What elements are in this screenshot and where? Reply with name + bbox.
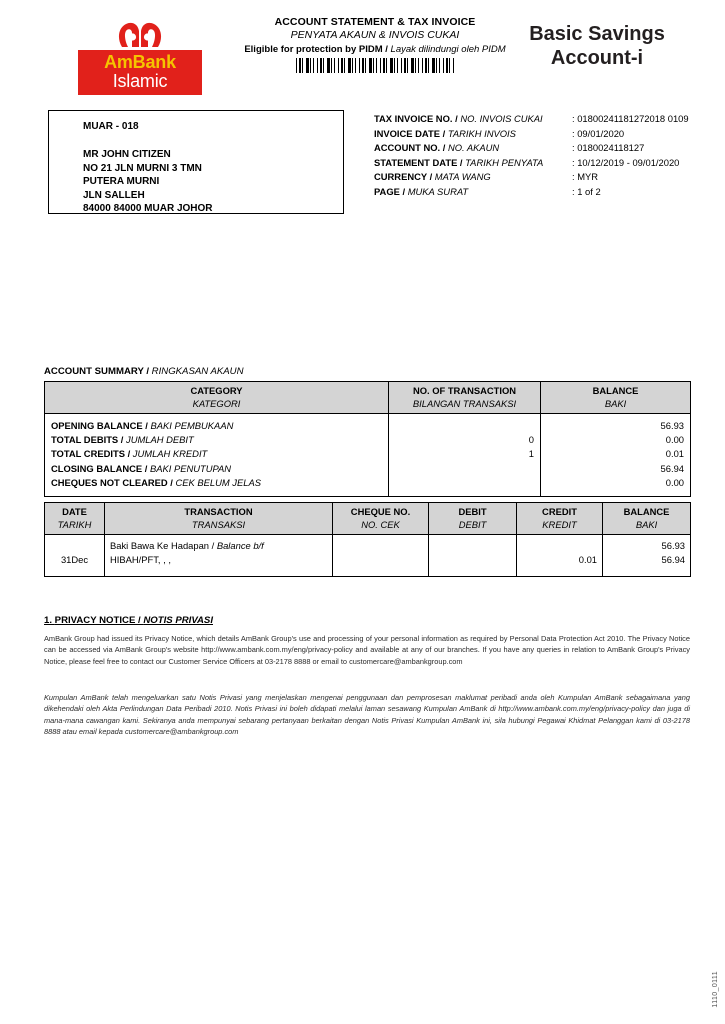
- txn-balance-value: 56.93: [661, 540, 685, 551]
- meta-row: [374, 156, 704, 171]
- summary-balance-cell: [541, 414, 691, 497]
- pidm-notice-my: Layak dilindungi oleh PIDM: [390, 44, 506, 55]
- summary-row-label-my: JUMLAH DEBIT: [126, 434, 194, 446]
- summary-count-value: [395, 419, 534, 433]
- txn-description-cell: [105, 535, 333, 577]
- meta-row: [374, 127, 704, 142]
- txn-balance-value: 56.94: [661, 553, 685, 565]
- meta-value-page: : 1 of 2: [572, 185, 601, 197]
- account-summary-heading-en: ACCOUNT SUMMARY: [44, 366, 144, 377]
- branch-code: MUAR - 018: [83, 121, 139, 132]
- txn-cheque-value: [338, 553, 423, 567]
- statement-barcode: [296, 58, 454, 73]
- summary-count-value: [395, 462, 534, 476]
- summary-col-category: [45, 382, 389, 414]
- meta-label-my: MUKA SURAT: [407, 185, 469, 197]
- summary-col-category-en: CATEGORY: [190, 385, 243, 396]
- ambank-logo-mark-icon: [116, 22, 164, 48]
- txn-date-cell: [45, 535, 105, 577]
- customer-address-box: [48, 110, 344, 214]
- summary-col-count: [389, 382, 541, 414]
- summary-row-label-en: CLOSING BALANCE: [51, 462, 143, 474]
- txn-description-plain: Baki Bawa Ke Hadapan /: [110, 540, 217, 551]
- summary-category-cell: [45, 414, 389, 497]
- meta-row: [374, 112, 704, 127]
- summary-row-label: TOTAL DEBITS / JUMLAH DEBIT: [51, 434, 194, 446]
- txn-col-balance-en: BALANCE: [623, 506, 670, 517]
- txn-col-transaction: [105, 503, 333, 535]
- pidm-notice: [215, 43, 535, 56]
- summary-col-balance-my: BAKI: [604, 397, 627, 409]
- transactions-table: [44, 502, 691, 577]
- meta-label-my: MATA WANG: [434, 171, 491, 183]
- txn-col-balance-my: BAKI: [635, 518, 658, 530]
- txn-description: [110, 539, 327, 553]
- summary-balance-value: 56.93: [660, 420, 684, 431]
- document-form-code: 1110_0111: [712, 971, 719, 1008]
- summary-balance-value: 0.00: [665, 476, 684, 488]
- meta-label-en: INVOICE DATE: [374, 127, 440, 139]
- address-line: MR JOHN CITIZEN: [83, 149, 171, 160]
- txn-debit-cell: [429, 535, 517, 577]
- summary-row-label-en: OPENING BALANCE: [51, 420, 143, 431]
- transactions-header-row: [45, 503, 691, 535]
- txn-col-credit-en: CREDIT: [542, 506, 577, 517]
- product-title-line2: Account-i: [550, 47, 644, 69]
- table-row: [45, 535, 691, 577]
- txn-description-plain: HIBAH/PFT, , ,: [110, 553, 171, 565]
- txn-col-balance: [603, 503, 691, 535]
- address-line: PUTERA MURNI: [83, 176, 160, 187]
- meta-label-en: ACCOUNT NO.: [374, 142, 441, 154]
- privacy-notice-heading-en: PRIVACY NOTICE /: [54, 615, 144, 626]
- txn-debit-value: [434, 539, 511, 553]
- meta-label: STATEMENT DATE / TARIKH PENYATA: [374, 156, 544, 168]
- meta-row: [374, 141, 704, 156]
- account-summary-table: [44, 381, 691, 497]
- privacy-notice-heading: [44, 615, 213, 626]
- summary-balance-value: 0.00: [665, 434, 684, 446]
- summary-col-balance-en: BALANCE: [592, 385, 639, 396]
- summary-row-label: OPENING BALANCE / BAKI PEMBUKAAN: [51, 420, 234, 431]
- summary-row-label-my: BAKI PEMBUKAAN: [150, 420, 234, 431]
- summary-row-label-en: TOTAL DEBITS: [51, 434, 119, 446]
- privacy-notice-body-en: AmBank Group had issued its Privacy Notice, which details AmBank Group's use and processing of your personal information as required by Personal Data Protection Act 2010. The Privacy Notice can be accessed via AmBank Group's website http://www.ambank.com.my/eng/privacy-policy and available at any of our branches. If you have any queries in relation to AmBank Group's Privacy Notice, please feel free to contact our Customer Service Officers at 03-2178 8888 or email to customercare@ambankgroup.com: [44, 634, 690, 666]
- address-line: NO 21 JLN MURNI 3 TMN: [83, 162, 202, 174]
- address-line: JLN SALLEH: [83, 189, 145, 201]
- txn-debit-value: [434, 553, 511, 567]
- document-title-my: PENYATA AKAUN & INVOIS CUKAI: [290, 29, 460, 41]
- privacy-notice-heading-my: NOTIS PRIVASI: [143, 615, 213, 626]
- summary-row-label: CLOSING BALANCE / BAKI PENUTUPAN: [51, 462, 232, 474]
- product-title: [497, 22, 697, 70]
- meta-label: ACCOUNT NO. / NO. AKAUN: [374, 142, 500, 154]
- account-summary-heading: ACCOUNT SUMMARY / RINGKASAN AKAUN: [44, 366, 244, 377]
- txn-cheque-cell: [333, 535, 429, 577]
- txn-col-transaction-en: TRANSACTION: [184, 506, 253, 517]
- logo-wordmark: [78, 50, 202, 95]
- pidm-notice-en: Eligible for protection by PIDM /: [244, 44, 391, 55]
- meta-label: TAX INVOICE NO. / NO. INVOIS CUKAI: [374, 113, 543, 124]
- invoice-meta-block: [374, 112, 704, 200]
- summary-body-row: [45, 414, 691, 497]
- meta-label-my: TARIKH INVOIS: [447, 127, 516, 139]
- txn-description-italic: Balance b/f: [216, 540, 264, 551]
- txn-col-debit-en: DEBIT: [458, 506, 487, 517]
- summary-row-label: CHEQUES NOT CLEARED / CEK BELUM JELAS: [51, 476, 261, 488]
- txn-col-cheque-en: CHEQUE NO.: [350, 506, 411, 517]
- txn-col-credit-my: KREDIT: [542, 518, 577, 530]
- summary-col-category-my: KATEGORI: [192, 397, 241, 409]
- summary-balance-value: 0.01: [665, 448, 684, 460]
- txn-col-debit-my: DEBIT: [458, 518, 487, 530]
- txn-cheque-value: [338, 539, 423, 553]
- summary-balance-value: 56.94: [660, 462, 684, 474]
- logo-text-islamic: Islamic: [112, 71, 168, 91]
- summary-row-label-my: BAKI PENUTUPAN: [149, 462, 232, 474]
- meta-label-en: STATEMENT DATE: [374, 156, 458, 168]
- summary-col-count-en: NO. OF TRANSACTION: [412, 385, 517, 396]
- txn-credit-value: 0.01: [578, 553, 597, 565]
- page-header: [0, 0, 725, 96]
- meta-label-my: NO. INVOIS CUKAI: [460, 113, 543, 124]
- txn-credit-cell: [517, 535, 603, 577]
- txn-col-debit: [429, 503, 517, 535]
- meta-value-tax-invoice-no: : 01800241181272018 0109: [572, 113, 689, 124]
- txn-col-cheque-my: NO. CEK: [361, 518, 400, 530]
- logo-text-ambank: AmBank: [104, 52, 176, 72]
- meta-label: INVOICE DATE / TARIKH INVOIS: [374, 127, 516, 139]
- txn-date-value: 31Dec: [60, 553, 89, 565]
- summary-count-value: [395, 476, 534, 490]
- meta-label-en: PAGE: [374, 185, 400, 197]
- txn-col-cheque: [333, 503, 429, 535]
- txn-col-date: [45, 503, 105, 535]
- txn-balance-cell: [603, 535, 691, 577]
- meta-value-invoice-date: : 09/01/2020: [572, 127, 625, 139]
- summary-col-count-my: BILANGAN TRANSAKSI: [412, 397, 517, 409]
- txn-credit-value: [522, 539, 597, 553]
- txn-description: [110, 553, 327, 567]
- txn-col-date-my: TARIKH: [57, 518, 92, 530]
- summary-row-label-my: CEK BELUM JELAS: [175, 476, 261, 488]
- summary-header-row: [45, 382, 691, 414]
- txn-col-date-en: DATE: [62, 506, 87, 517]
- summary-row-label: TOTAL CREDITS / JUMLAH KREDIT: [51, 448, 208, 460]
- meta-label-my: NO. AKAUN: [447, 142, 500, 154]
- meta-label-my: TARIKH PENYATA: [465, 156, 544, 168]
- meta-value-account-no: : 0180024118127: [572, 142, 645, 154]
- summary-count-value: 0: [528, 434, 534, 446]
- summary-count-value: 1: [528, 448, 534, 460]
- ambank-islamic-logo: [78, 22, 202, 95]
- document-title-block: [215, 16, 535, 73]
- meta-row: [374, 185, 704, 200]
- meta-label-en: CURRENCY: [374, 171, 427, 183]
- privacy-notice-number: 1.: [44, 615, 55, 626]
- meta-label: PAGE / MUKA SURAT: [374, 185, 469, 197]
- meta-label: CURRENCY / MATA WANG: [374, 171, 491, 183]
- txn-col-credit: [517, 503, 603, 535]
- summary-col-balance: [541, 382, 691, 414]
- document-title-en: ACCOUNT STATEMENT & TAX INVOICE: [274, 16, 476, 28]
- summary-row-label-en: CHEQUES NOT CLEARED: [51, 476, 168, 488]
- meta-label-en: TAX INVOICE NO.: [374, 113, 453, 124]
- meta-value-statement-date: : 10/12/2019 - 09/01/2020: [572, 156, 680, 168]
- summary-row-label-my: JUMLAH KREDIT: [132, 448, 208, 460]
- txn-col-transaction-my: TRANSAKSI: [191, 518, 246, 530]
- address-line: 84000 84000 MUAR JOHOR: [83, 203, 213, 214]
- meta-value-currency: : MYR: [572, 171, 599, 183]
- account-summary-heading-my: RINGKASAN AKAUN: [151, 366, 244, 377]
- meta-row: [374, 170, 704, 185]
- txn-date-value: [50, 539, 99, 553]
- summary-row-label-en: TOTAL CREDITS: [51, 448, 125, 460]
- product-title-line1: Basic Savings: [529, 23, 665, 45]
- privacy-notice-body-my: Kumpulan AmBank telah mengeluarkan satu Notis Privasi yang menjelaskan mengenai penggunaan dan pemprosesan maklumat peribadi anda oleh Kumpulan AmBank sebagaimana yang dikehendaki oleh Akta Perlindungan Data Peribadi 2010. Notis Privasi ini boleh didapati melalui laman sesawang Kumpulan AmBank di http://www.ambank.com.my/eng/privacy-policy dan juga di mana-mana cawangan kami. Sekiranya anda mempunyai sebarang pertanyaan berkaitan dengan Notis Privasi Kumpulan AmBank ini, sila hubungi Pegawai Khidmat Pelanggan kami di 03-2178 8888 atau email kepada customercare@ambankgroup.com: [44, 693, 690, 737]
- summary-count-cell: [389, 414, 541, 497]
